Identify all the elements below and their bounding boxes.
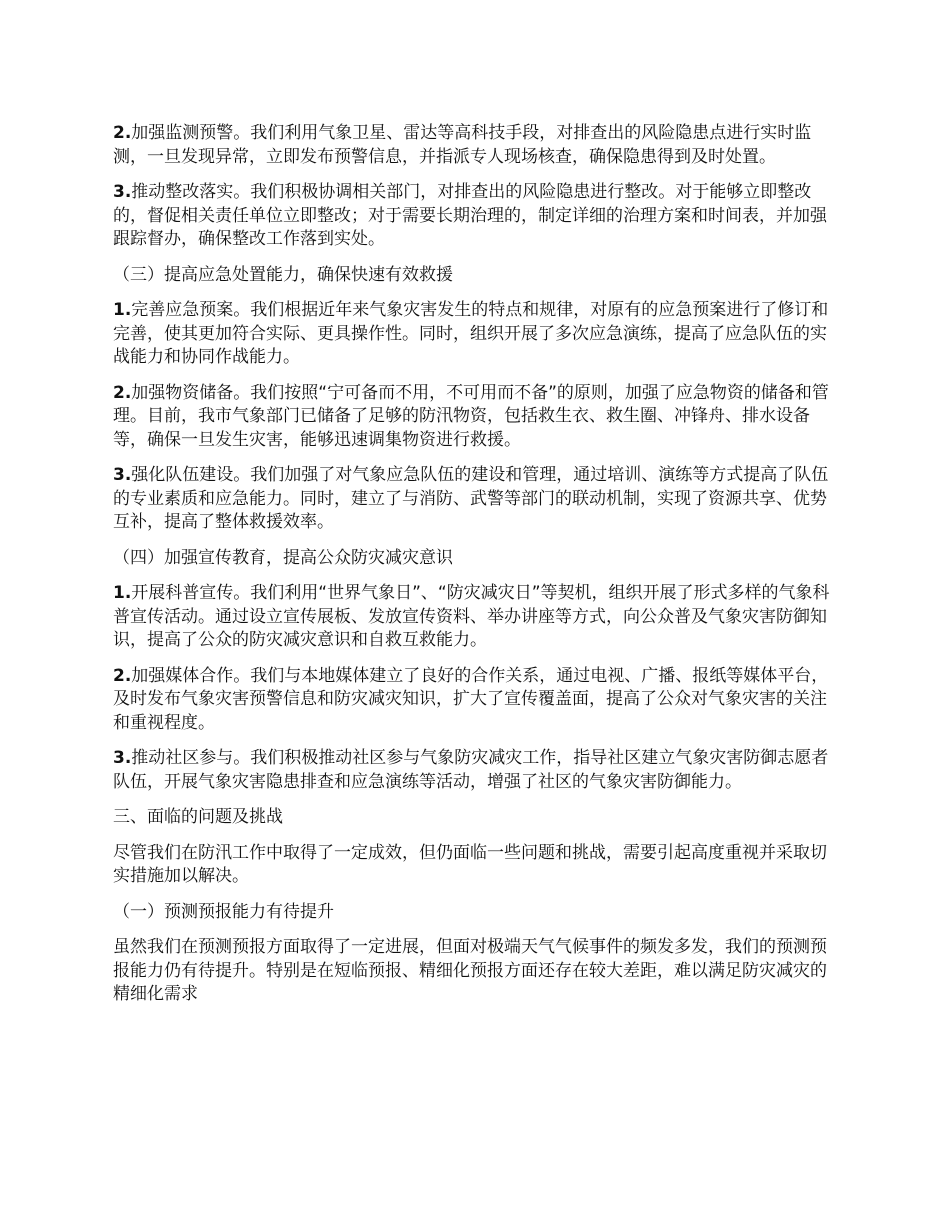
section-heading-problems [113, 806, 843, 830]
paragraph-community-participation [113, 747, 843, 794]
heading-text: （一）预测预报能力有待提升 [113, 901, 334, 922]
paragraph-text: 加强监测预警。我们利用气象卫星、雷达等高科技手段，对排查出的风险隐患点进行实时监测，一旦发现异常，立即发布预警信息，并指派专人现场核查，确保隐患得到及时处置。 [113, 123, 812, 167]
paragraph-number: 2. [113, 665, 132, 686]
paragraph-text: 完善应急预案。我们根据近年来气象灾害发生的特点和规律，对原有的应急预案进行了修订和完善，使其更加符合实际、更具操作性。同时，组织开展了多次应急演练，提高了应急队伍的实战能力和协同作战能力。 [113, 300, 829, 367]
paragraph-text: 开展科普宣传。我们利用“世界气象日”、“防灾减灾日”等契机，组织开展了形式多样的气象科普宣传活动。通过设立宣传展板、发放宣传资料、举办讲座等方式，向公众普及气象灾害防御知识，提高了公众的防灾减灾意识和自救互救能力。 [113, 583, 830, 650]
paragraph-text: 强化队伍建设。我们加强了对气象应急队伍的建设和管理，通过培训、演练等方式提高了队伍的专业素质和应急能力。同时，建立了与消防、武警等部门的联动机制，实现了资源共享、优势互补，提高了整体救援效率。 [113, 465, 829, 532]
paragraph-team-building [113, 464, 843, 535]
paragraph-media-cooperation [113, 665, 843, 736]
paragraph-number: 2. [113, 123, 132, 143]
paragraph-monitoring-warning [113, 122, 843, 169]
section-heading-forecast [113, 901, 843, 925]
section-heading-publicity [113, 547, 843, 571]
paragraph-text: 加强媒体合作。我们与本地媒体建立了良好的合作关系，通过电视、广播、报纸等媒体平台，及时发布气象灾害预警信息和防灾减灾知识，扩大了宣传覆盖面，提高了公众对气象灾害的关注和重视程度。 [113, 665, 829, 733]
paragraph-problems-intro [113, 842, 843, 889]
paragraph-number: 3. [113, 748, 132, 768]
paragraph-number: 2. [113, 382, 132, 403]
paragraph-text: 推动整改落实。我们积极协调相关部门，对排查出的风险隐患进行整改。对于能够立即整改的，督促相关责任单位立即整改；对于需要长期治理的，制定详细的治理方案和时间表，并加强跟踪督办，确保整改工作落到实处。 [113, 182, 827, 249]
paragraph-text: 加强物资储备。我们按照“宁可备而不用，不可用而不备”的原则，加强了应急物资的储备和管理。目前，我市气象部门已储备了足够的防汛物资，包括救生衣、救生圈、冲锋舟、排水设备等，确保一旦发生灾害，能够迅速调集物资进行救援。 [113, 382, 829, 450]
paragraph-text: 推动社区参与。我们积极推动社区参与气象防灾减灾工作，指导社区建立气象灾害防御志愿者队伍，开展气象灾害隐患排查和应急演练等活动，增强了社区的气象灾害防御能力。 [113, 748, 829, 792]
paragraph-number: 1. [113, 300, 132, 320]
paragraph-material-reserve [113, 382, 843, 453]
paragraph-number: 1. [113, 583, 132, 603]
heading-text: 三、面临的问题及挑战 [113, 807, 283, 827]
paragraph-number: 3. [113, 465, 132, 485]
heading-text: （三）提高应急处置能力，确保快速有效救援 [113, 264, 453, 285]
paragraph-text: 尽管我们在防汛工作中取得了一定成效，但仍面临一些问题和挑战，需要引起高度重视并采取切实措施加以解决。 [113, 842, 827, 886]
paragraph-science-publicity [113, 582, 843, 653]
document-page [113, 122, 843, 1019]
paragraph-rectification [113, 181, 843, 252]
section-heading-emergency [113, 264, 843, 288]
paragraph-forecast-capability [113, 936, 843, 1007]
paragraph-text: 虽然我们在预测预报方面取得了一定进展，但面对极端天气气候事件的频发多发，我们的预测预报能力仍有待提升。特别是在短临预报、精细化预报方面还存在较大差距，难以满足防灾减灾的精细化需求 [113, 937, 827, 1004]
paragraph-number: 3. [113, 182, 132, 202]
heading-text: （四）加强宣传教育，提高公众防灾减灾意识 [113, 547, 453, 568]
paragraph-emergency-plan [113, 299, 843, 370]
